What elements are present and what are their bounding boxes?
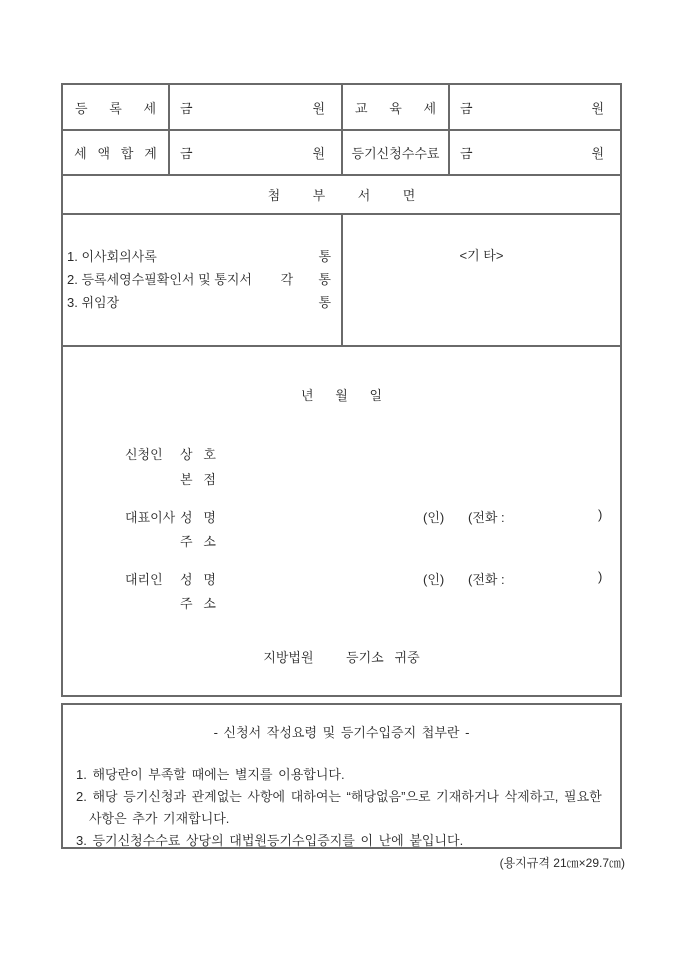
attachment-count: 통 xyxy=(318,249,331,264)
attachment-count: 각 통 xyxy=(280,272,331,287)
tax-and-attachment-table xyxy=(61,83,622,697)
registration-tax-label: 등 록 세 xyxy=(63,85,170,129)
etc-cell xyxy=(343,215,620,345)
education-tax-amount-field xyxy=(450,85,620,129)
attachment-item xyxy=(67,291,331,314)
trade-name-label: 상 호 xyxy=(180,447,216,462)
agent-address-line xyxy=(63,593,620,611)
education-tax-label: 교 육 세 xyxy=(343,85,450,129)
application-fee-amount-field xyxy=(450,131,620,174)
tax-row-total xyxy=(63,131,620,176)
application-fee-label: 등기신청수수료 xyxy=(343,131,450,174)
registration-tax-amount-field xyxy=(170,85,343,129)
head-office-label: 본 점 xyxy=(180,472,216,487)
total-tax-label: 세 액 합 계 xyxy=(63,131,170,174)
amount-suffix: 원 xyxy=(312,100,325,116)
court-line: 지방법원 등기소 귀중 xyxy=(263,650,420,665)
seal-mark: (인) xyxy=(423,510,445,525)
phone-close: ) xyxy=(598,569,603,584)
applicant-label: 신청인 xyxy=(125,447,163,462)
instruction-item-continuation: 사항은 추가 기재합니다. xyxy=(89,811,230,826)
amount-prefix: 금 xyxy=(180,146,193,161)
amount-suffix: 원 xyxy=(591,146,604,161)
instructions-box xyxy=(61,703,622,849)
agent-label: 대리인 xyxy=(125,572,163,587)
address-label: 주 소 xyxy=(180,596,216,611)
head-office-line xyxy=(63,469,620,487)
amount-suffix: 원 xyxy=(312,146,325,161)
paper-size-note: (용지규격 21㎝×29.7㎝) xyxy=(499,856,625,870)
date-line: 년 월 일 xyxy=(300,388,383,403)
amount-suffix: 원 xyxy=(591,100,604,116)
amount-prefix: 금 xyxy=(460,100,473,116)
ceo-label: 대표이사 xyxy=(125,510,176,525)
phone-open: (전화 : xyxy=(468,510,505,525)
phone-open: (전화 : xyxy=(468,572,505,587)
instructions-list xyxy=(63,764,620,852)
etc-label: <기 타> xyxy=(459,248,504,263)
applicant-trade-name-line xyxy=(63,444,620,462)
tax-row-registration xyxy=(63,85,620,131)
amount-prefix: 금 xyxy=(180,100,193,116)
amount-prefix: 금 xyxy=(460,146,473,161)
address-label: 주 소 xyxy=(180,534,216,549)
ceo-name-line xyxy=(63,507,620,525)
total-tax-amount-field xyxy=(170,131,343,174)
instruction-item: 3. 등기신청수수료 상당의 대법원등기수입증지를 이 난에 붙입니다. xyxy=(76,833,464,848)
attachment-name: 2. 등록세영수필확인서 및 통지서 xyxy=(67,272,252,287)
attachment-name: 1. 이사회의사록 xyxy=(67,249,157,264)
instruction-item: 2. 해당 등기신청과 관계없는 사항에 대하여는 “해당없음”으로 기재하거나 삭제하고, 필요한 xyxy=(76,789,602,804)
instructions-title: - 신청서 작성요령 및 등기수입증지 첩부란 - xyxy=(213,725,470,740)
name-label: 성 명 xyxy=(180,572,216,587)
attachments-header: 첨 부 서 면 xyxy=(63,176,620,215)
attachment-item xyxy=(67,268,331,291)
phone-close: ) xyxy=(598,507,603,522)
signature-section xyxy=(63,347,620,695)
name-label: 성 명 xyxy=(180,510,216,525)
attachment-count: 통 xyxy=(318,295,331,310)
ceo-address-line xyxy=(63,531,620,549)
attachment-item xyxy=(67,245,331,268)
seal-mark: (인) xyxy=(423,572,445,587)
instruction-item: 1. 해당란이 부족할 때에는 별지를 이용합니다. xyxy=(76,767,345,782)
attachment-name: 3. 위임장 xyxy=(67,295,120,310)
agent-name-line xyxy=(63,569,620,587)
attachment-list xyxy=(63,215,343,345)
attachments-row xyxy=(63,215,620,347)
